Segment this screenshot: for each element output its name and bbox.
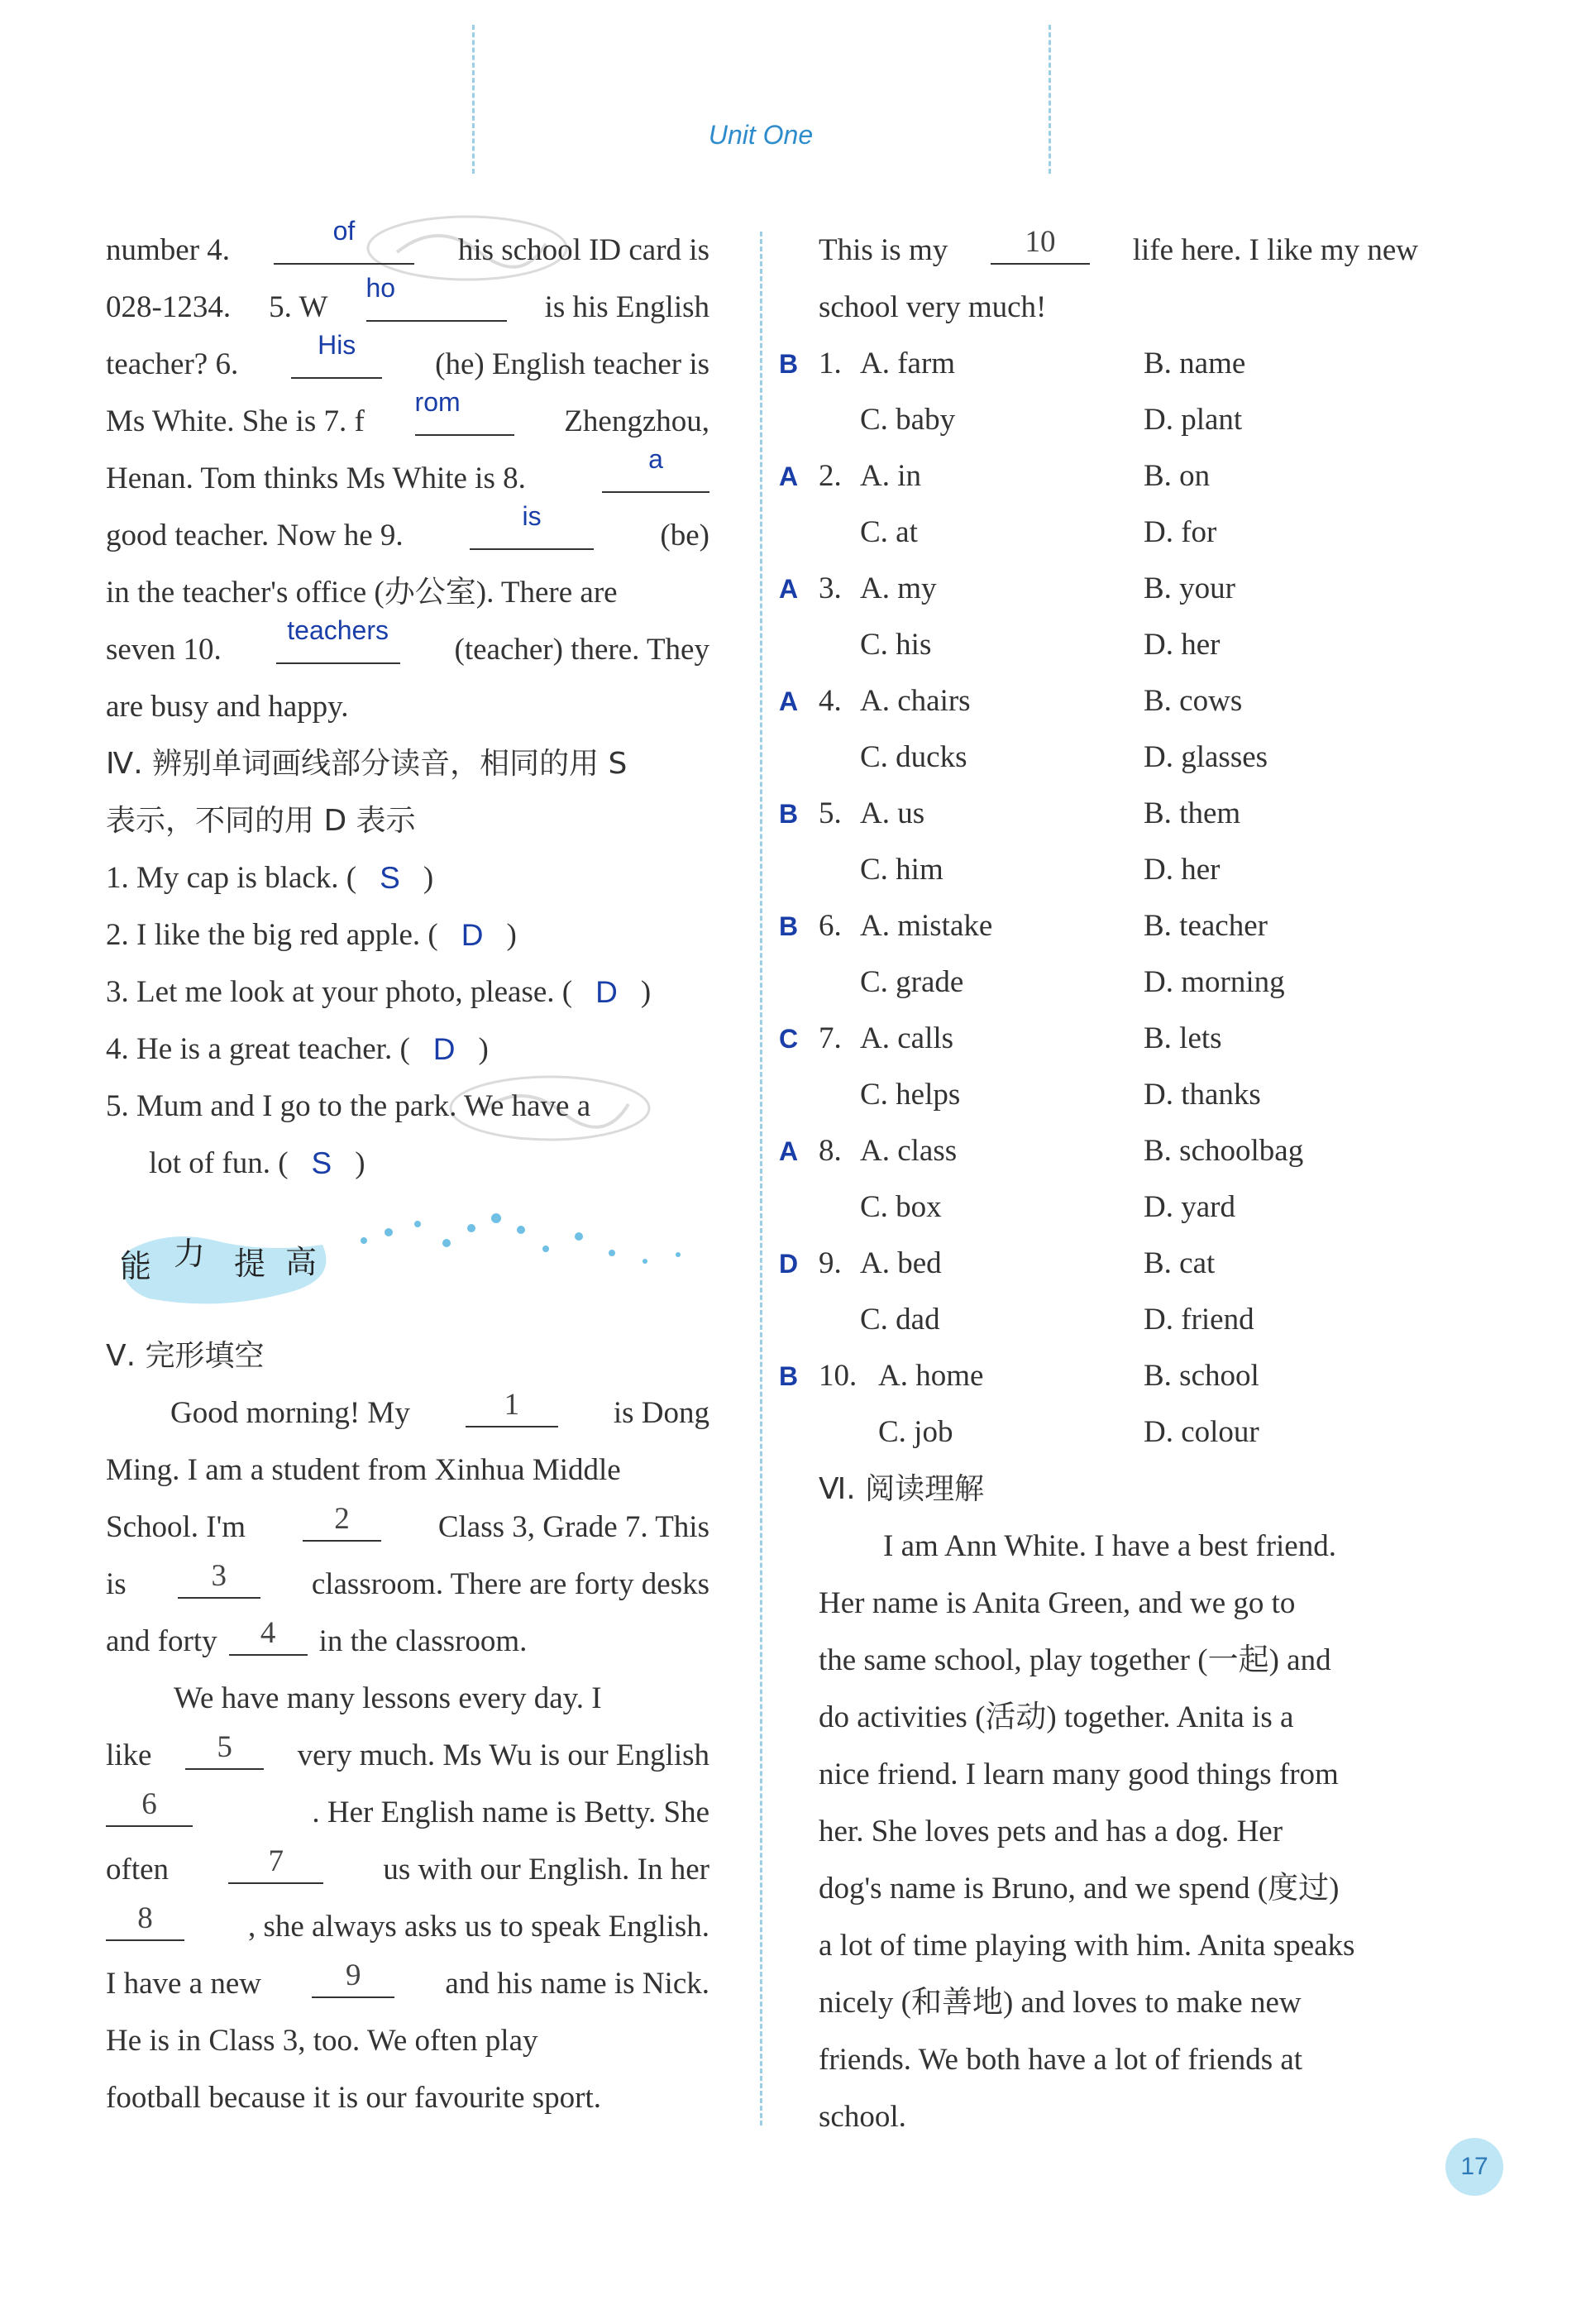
text: number 4. — [106, 233, 231, 267]
text: 028-1234. — [106, 290, 232, 324]
question-number: 5. — [819, 796, 842, 830]
answer-text: His — [318, 330, 356, 360]
reading-line — [819, 1917, 1418, 1974]
reading-line — [819, 1575, 1418, 1632]
text-line — [106, 615, 709, 678]
text: and his name is Nick. — [445, 1967, 709, 2001]
answer-text: ho — [365, 273, 396, 303]
text-line — [106, 444, 709, 507]
text-line — [819, 222, 1418, 279]
cloze-blank-7 — [228, 1841, 323, 1884]
answer-text: rom — [414, 387, 461, 417]
reading-line — [819, 2031, 1418, 2088]
unit-title: Unit One — [708, 120, 814, 150]
pronunciation-item-1 — [106, 849, 709, 906]
header-divider-left — [472, 25, 475, 174]
cloze-blank-8 — [106, 1898, 184, 1941]
banner-char-3: 提 — [234, 1246, 266, 1282]
text: This is my — [819, 233, 948, 267]
option-c: C. ducks — [860, 740, 967, 774]
option-row — [819, 954, 1418, 1011]
text-line — [819, 279, 1418, 336]
option-d: D. her — [1144, 628, 1221, 662]
reading-line — [819, 1803, 1418, 1860]
answer-mark: B — [779, 799, 799, 829]
text: 4. He is a great teacher. ( — [106, 1032, 410, 1066]
page-number: 17 — [1445, 2138, 1503, 2196]
text: us with our English. In her — [383, 1853, 709, 1886]
text: Ⅵ. 阅读理解 — [819, 1472, 985, 1506]
text: He is in Class 3, too. We often play — [106, 2024, 538, 2058]
blank-number: 4 — [260, 1616, 276, 1650]
text: . Her English name is Betty. She — [312, 1796, 709, 1829]
cloze-blank-9 — [312, 1955, 394, 1998]
text: School. I'm — [106, 1510, 246, 1544]
text: ) — [640, 975, 652, 1009]
pronunciation-item-2 — [106, 906, 709, 964]
text: ) — [478, 1032, 489, 1066]
reading-line — [819, 1689, 1418, 1746]
question-number: 3. — [819, 571, 842, 605]
cloze-blank-5 — [185, 1727, 264, 1770]
answer-blank-6 — [291, 330, 382, 379]
blank-number: 2 — [334, 1502, 350, 1536]
text: We have many lessons every day. I — [174, 1681, 602, 1715]
option-row — [819, 729, 1418, 786]
option-row — [779, 448, 1418, 504]
answer-text: a — [648, 444, 663, 474]
text: like — [106, 1738, 152, 1772]
cloze-blank-4 — [229, 1613, 308, 1656]
option-c: C. helps — [860, 1078, 961, 1112]
text: school. — [819, 2100, 906, 2134]
text-line — [106, 387, 709, 450]
option-a: A. chairs — [860, 684, 971, 718]
text: life here. I like my new — [1132, 233, 1418, 267]
header-divider-right — [1049, 25, 1051, 174]
option-d: D. thanks — [1144, 1078, 1261, 1112]
cloze-section — [106, 1327, 709, 2126]
option-c: C. his — [860, 628, 932, 662]
text-line — [106, 273, 709, 336]
answer-text: D — [595, 975, 618, 1009]
text: seven 10. — [106, 633, 222, 667]
pronunciation-item-4 — [106, 1021, 709, 1078]
banner-char-2: 力 — [174, 1236, 206, 1272]
text: Zhengzhou, — [564, 404, 709, 438]
text-line — [106, 1556, 709, 1613]
blank-number: 1 — [504, 1388, 520, 1422]
text-line — [106, 1499, 709, 1556]
blank-number: 6 — [141, 1787, 157, 1821]
column-divider — [760, 232, 762, 2126]
reading-line — [819, 1518, 1418, 1575]
option-c: C. grade — [860, 965, 964, 999]
pronunciation-item-3 — [106, 964, 709, 1021]
answer-text: D — [432, 1032, 456, 1066]
blank-number: 8 — [137, 1901, 153, 1935]
option-row — [779, 1011, 1418, 1067]
option-b: B. cat — [1144, 1246, 1216, 1280]
options-list — [779, 336, 1418, 1461]
text: 2. I like the big red apple. ( — [106, 918, 438, 952]
text: 表示，不同的用 D 表示 — [106, 804, 416, 838]
text: do activities (活动) together. Anita is a — [819, 1700, 1294, 1734]
text: I am Ann White. I have a best friend. — [883, 1529, 1336, 1563]
ability-banner — [116, 1203, 728, 1315]
text: dog's name is Bruno, and we spend (度过) — [819, 1872, 1340, 1906]
answer-text: teachers — [287, 615, 389, 645]
cloze-blank-10 — [991, 222, 1090, 265]
option-row — [779, 1348, 1418, 1404]
question-number: 4. — [819, 684, 842, 718]
banner-char-4: 高 — [285, 1244, 318, 1280]
text: ) — [355, 1146, 365, 1180]
option-b: B. schoolbag — [1144, 1134, 1304, 1168]
blank-number: 7 — [268, 1844, 284, 1878]
answer-blank-7 — [414, 387, 514, 436]
option-b: B. school — [1144, 1359, 1259, 1393]
text: 5. Mum and I go to the park. We have a — [106, 1089, 591, 1123]
text: 3. Let me look at your photo, please. ( — [106, 975, 573, 1009]
text: Ⅴ. 完形填空 — [106, 1339, 265, 1373]
answer-mark: A — [779, 461, 799, 491]
answer-mark: C — [779, 1024, 799, 1054]
option-b: B. them — [1144, 796, 1241, 830]
text: are busy and happy. — [106, 690, 349, 724]
text: Her name is Anita Green, and we go to — [819, 1586, 1296, 1620]
text: in the classroom. — [318, 1624, 528, 1658]
cloze-blank-3 — [178, 1556, 260, 1599]
pronunciation-item-5-cont — [106, 1135, 709, 1192]
blank-number: 10 — [1025, 225, 1056, 259]
text: nicely (和善地) and loves to make new — [819, 1986, 1302, 2020]
option-row — [819, 842, 1418, 898]
answer-text: of — [332, 216, 356, 246]
text: Henan. Tom thinks Ms White is 8. — [106, 461, 526, 495]
text: nice friend. I learn many good things from — [819, 1757, 1339, 1791]
text-line — [106, 1442, 709, 1499]
text: (he) English teacher is — [435, 347, 709, 381]
answer-mark: A — [779, 686, 799, 716]
text: her. She loves pets and has a dog. Her — [819, 1815, 1283, 1848]
text: (teacher) there. They — [454, 633, 709, 667]
question-number: 6. — [819, 909, 842, 943]
option-row — [779, 786, 1418, 842]
answer-text: is — [522, 501, 542, 531]
text: , she always asks us to speak English. — [247, 1910, 709, 1944]
text-line — [106, 1898, 709, 1955]
option-c: C. at — [860, 515, 918, 549]
option-row — [819, 392, 1418, 448]
option-a: A. calls — [860, 1021, 954, 1055]
answer-blank-8 — [602, 444, 709, 493]
option-row — [779, 336, 1418, 392]
text: 1. My cap is black. ( — [106, 861, 357, 895]
reading-line — [819, 1860, 1418, 1917]
text-line — [106, 1727, 709, 1784]
option-a: A. home — [878, 1359, 984, 1393]
option-row — [779, 898, 1418, 954]
text-line — [106, 564, 709, 621]
option-a: A. mistake — [860, 909, 993, 943]
text: Good morning! My — [170, 1396, 410, 1430]
text: football because it is our favourite sport. — [106, 2081, 602, 2115]
option-c: C. box — [860, 1190, 942, 1224]
text: (be) — [660, 519, 709, 552]
option-d: D. morning — [1144, 965, 1285, 999]
text: 5. W — [269, 290, 328, 324]
section-5-title — [106, 1327, 709, 1384]
reading-line — [819, 1746, 1418, 1803]
option-c: C. dad — [860, 1303, 940, 1337]
question-number: 8. — [819, 1134, 842, 1168]
option-a: A. farm — [860, 347, 956, 380]
text: and forty — [106, 1624, 217, 1658]
reading-line — [819, 2088, 1418, 2145]
option-a: A. in — [860, 459, 921, 493]
option-a: A. bed — [860, 1246, 942, 1280]
text: ) — [423, 861, 434, 895]
text: in the teacher's office (办公室). There are — [106, 576, 618, 610]
section-4-title — [106, 735, 709, 792]
question-number: 1. — [819, 347, 842, 380]
answer-text: D — [461, 918, 484, 952]
option-d: D. yard — [1144, 1190, 1235, 1224]
option-b: B. lets — [1144, 1021, 1222, 1055]
section-6-title — [819, 1461, 1418, 1518]
answer-mark: A — [779, 574, 799, 604]
question-number: 10. — [819, 1359, 857, 1393]
text: Ⅳ. 辨别单词画线部分读音，相同的用 S — [106, 747, 628, 781]
option-c: C. baby — [860, 403, 956, 437]
option-row — [779, 561, 1418, 617]
option-b: B. teacher — [1144, 909, 1268, 943]
option-d: D. glasses — [1144, 740, 1268, 774]
option-b: B. your — [1144, 571, 1235, 605]
text-line — [106, 1841, 709, 1898]
text-line — [106, 678, 709, 735]
text: is Dong — [613, 1396, 709, 1430]
text: often — [106, 1853, 170, 1886]
text: is — [106, 1567, 127, 1601]
answer-mark: B — [779, 911, 799, 941]
option-row — [819, 504, 1418, 561]
question-number: 9. — [819, 1246, 842, 1280]
answer-text: S — [311, 1146, 332, 1180]
text: Ms White. She is 7. f — [106, 404, 365, 438]
text: I have a new — [106, 1967, 261, 2001]
option-a: A. us — [860, 796, 925, 830]
answer-mark: D — [779, 1249, 799, 1279]
text-line — [106, 330, 709, 393]
reading-line — [819, 1974, 1418, 2031]
cloze-blank-2 — [303, 1499, 381, 1542]
text: classroom. There are forty desks — [311, 1567, 709, 1601]
option-row — [779, 1236, 1418, 1292]
text: the same school, play together (一起) and — [819, 1643, 1331, 1677]
text-line — [106, 216, 709, 279]
blank-number: 3 — [211, 1559, 227, 1593]
option-row — [819, 1404, 1418, 1461]
option-a: A. my — [860, 571, 937, 605]
text: friends. We both have a lot of friends at — [819, 2043, 1303, 2077]
text-line — [106, 2069, 709, 2126]
option-d: D. friend — [1144, 1303, 1254, 1337]
option-a: A. class — [860, 1134, 958, 1168]
cloze-blank-6 — [106, 1784, 193, 1827]
text-line — [106, 1384, 709, 1442]
banner-char-1: 能 — [120, 1248, 152, 1284]
answer-mark: A — [779, 1136, 799, 1166]
blank-number: 9 — [345, 1958, 361, 1992]
question-number: 2. — [819, 459, 842, 493]
answer-mark: B — [779, 1361, 799, 1391]
text: school very much! — [819, 290, 1047, 324]
option-b: B. cows — [1144, 684, 1243, 718]
text: ) — [506, 918, 517, 952]
reading-line — [819, 1632, 1418, 1689]
text: a lot of time playing with him. Anita speaks — [819, 1929, 1355, 1963]
option-d: D. for — [1144, 515, 1217, 549]
section-4-title-cont — [106, 792, 709, 849]
text-line — [106, 1955, 709, 2012]
answer-blank-9 — [470, 501, 594, 550]
text: lot of fun. ( — [149, 1146, 289, 1180]
option-d: D. plant — [1144, 403, 1243, 437]
star-decoration — [361, 1213, 681, 1264]
blank-number: 5 — [217, 1730, 232, 1764]
option-row — [779, 1123, 1418, 1179]
left-column — [106, 216, 709, 1192]
answer-blank-5 — [365, 273, 507, 322]
cloze-blank-1 — [466, 1384, 558, 1427]
text-line — [106, 1784, 709, 1841]
option-b: B. on — [1144, 459, 1211, 493]
text-line — [106, 1613, 709, 1670]
option-d: D. her — [1144, 853, 1221, 887]
option-b: B. name — [1144, 347, 1246, 380]
answer-text: S — [380, 861, 400, 895]
option-row — [819, 617, 1418, 673]
answer-blank-10 — [276, 615, 400, 664]
text-line — [106, 2012, 709, 2069]
text: very much. Ms Wu is our English — [297, 1738, 709, 1772]
right-column — [779, 222, 1418, 2145]
option-row — [819, 1179, 1418, 1236]
answer-blank-4 — [274, 216, 414, 265]
option-c: C. job — [878, 1415, 953, 1449]
text: teacher? 6. — [106, 347, 239, 381]
text: Ming. I am a student from Xinhua Middle — [106, 1453, 621, 1487]
text-line — [106, 501, 709, 564]
option-row — [779, 673, 1418, 729]
text: good teacher. Now he 9. — [106, 519, 404, 552]
text-line — [106, 1670, 709, 1727]
pronunciation-item-5 — [106, 1078, 709, 1135]
option-d: D. colour — [1144, 1415, 1259, 1449]
option-row — [819, 1067, 1418, 1123]
option-row — [819, 1292, 1418, 1348]
text: is his English — [544, 290, 709, 324]
answer-mark: B — [779, 349, 799, 379]
text: Class 3, Grade 7. This — [437, 1510, 709, 1544]
text: his school ID card is — [457, 233, 709, 267]
question-number: 7. — [819, 1021, 842, 1055]
option-c: C. him — [860, 853, 943, 887]
